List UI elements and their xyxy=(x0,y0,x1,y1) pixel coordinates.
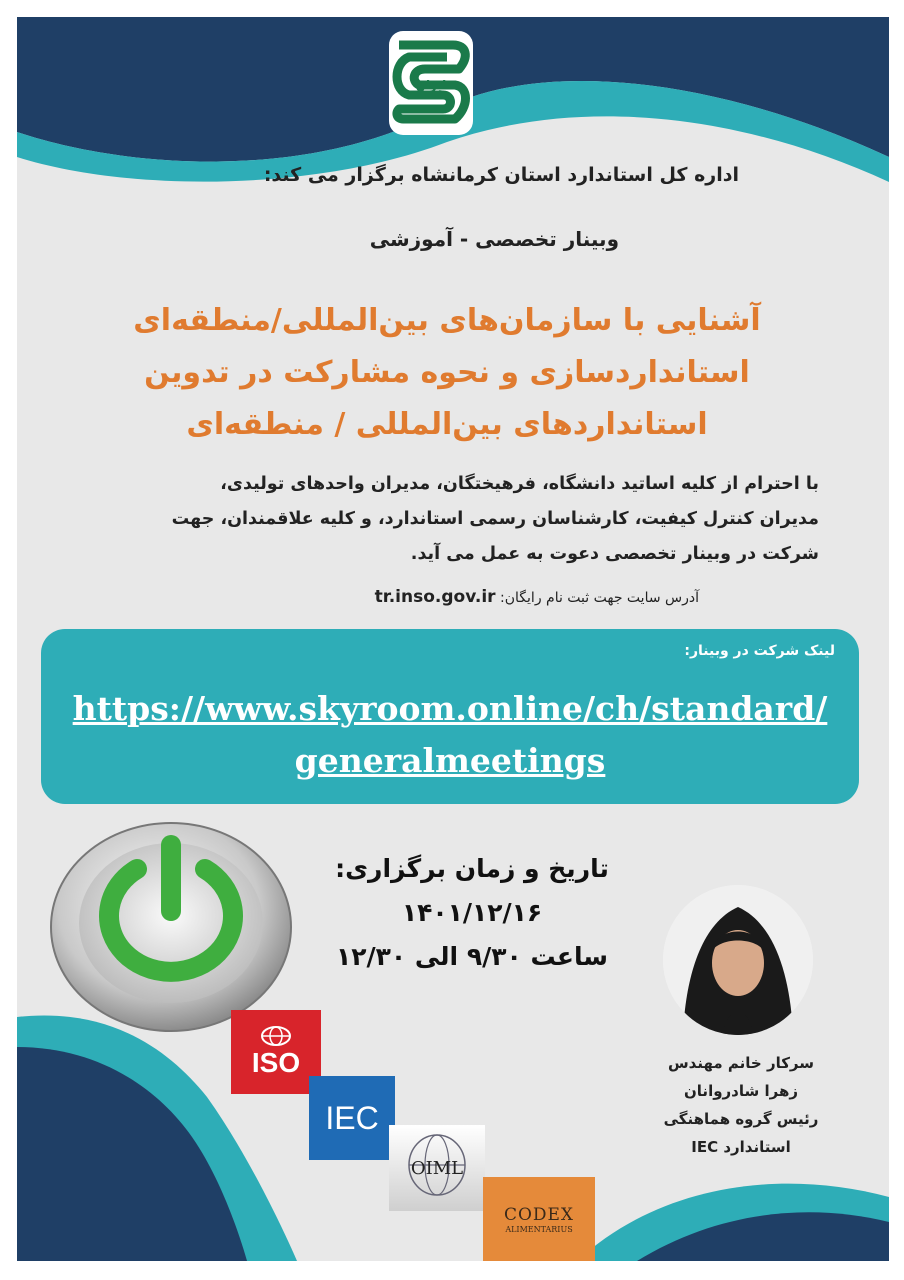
registration-label: آدرس سایت جهت ثبت نام رایگان: xyxy=(500,590,699,606)
codex-text: CODEX xyxy=(503,1204,575,1225)
oiml-text: OIML xyxy=(410,1157,464,1179)
codex-logo xyxy=(483,1177,595,1261)
speaker-name: زهرا شادروانان xyxy=(684,1082,798,1100)
registration-site-link[interactable]: tr.inso.gov.ir xyxy=(374,587,496,607)
poster xyxy=(17,17,889,1261)
organizer-line: اداره کل استاندارد استان کرمانشاه برگزار می کند: xyxy=(263,164,739,186)
speaker-photo xyxy=(663,885,813,1035)
inso-logo xyxy=(385,27,477,139)
invitation-line-1: با احترام از کلیه اساتید دانشگاه، فرهیختگان، مدیران واحدهای تولیدی، xyxy=(220,474,819,494)
webinar-link-box xyxy=(41,629,859,804)
speaker-role-continued: استاندارد IEC xyxy=(691,1138,791,1156)
iso-logo xyxy=(231,1010,321,1094)
event-type: وبینار تخصصی - آموزشی xyxy=(369,227,619,251)
schedule-heading: تاریخ و زمان برگزاری: xyxy=(335,854,609,883)
speaker-info xyxy=(635,1049,847,1161)
webinar-url-link-continued[interactable]: generalmeetings xyxy=(294,741,606,780)
invitation-line-3: شرکت در وبینار تخصصی دعوت به عمل می آید. xyxy=(410,544,819,564)
webinar-url-link[interactable]: https://www.skyroom.online/ch/standard/ xyxy=(72,689,828,728)
codex-subtext: ALIMENTARIUS xyxy=(505,1224,573,1234)
power-button-icon xyxy=(45,807,297,1037)
globe-icon xyxy=(259,1025,293,1047)
schedule-block xyxy=(307,847,637,979)
iec-logo xyxy=(309,1076,395,1160)
schedule-date: ۱۴۰۱/۱۲/۱۶ xyxy=(401,898,543,927)
oiml-logo xyxy=(389,1125,485,1211)
registration-line xyxy=(375,587,699,607)
title-line-1: آشنایی با سازمان‌های بین‌المللی/منطقه‌ای xyxy=(133,303,761,338)
invitation-line-2: مدیران کنترل کیفیت، کارشناسان رسمی استاندارد، و کلیه علاقمندان، جهت xyxy=(171,509,819,529)
iso-text: ISO xyxy=(251,1047,301,1078)
title-line-2: استانداردسازی و نحوه مشارکت در تدوین xyxy=(144,355,750,390)
webinar-link-label: لینک شرکت در وبینار: xyxy=(684,643,835,659)
schedule-time: ساعت ۹/۳۰ الی ۱۲/۳۰ xyxy=(336,942,608,971)
title-line-3: استانداردهای بین‌المللی / منطقه‌ای xyxy=(186,407,708,442)
speaker-title: سرکار خانم مهندس xyxy=(667,1054,815,1072)
iec-text: IEC xyxy=(325,1099,379,1136)
speaker-role: رئیس گروه هماهنگی xyxy=(663,1110,819,1128)
svg-text:ایران: ایران xyxy=(415,78,447,92)
